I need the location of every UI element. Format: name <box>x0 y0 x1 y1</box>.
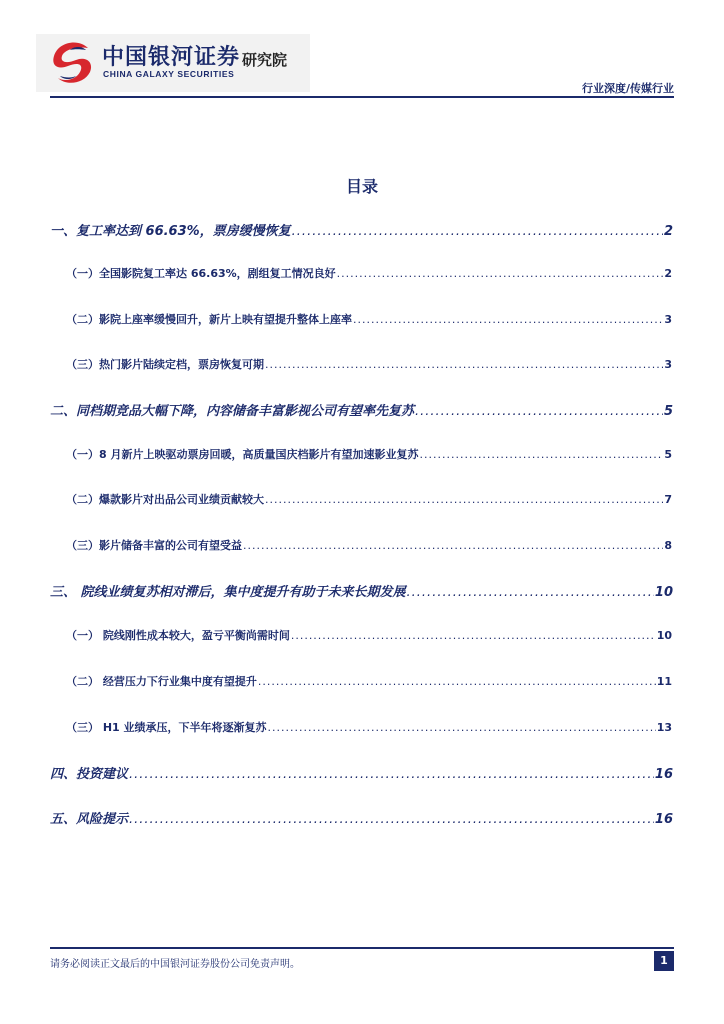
report-type-label: 行业深度/传媒行业 <box>581 82 674 95</box>
toc-entry-2-1[interactable] <box>66 446 672 466</box>
toc-leader-dots <box>265 493 663 506</box>
toc-entry-text: 五、风险提示 <box>50 812 129 827</box>
toc-entry-3[interactable] <box>50 581 673 601</box>
toc-entry-page: 16 <box>654 812 673 827</box>
toc-entry-1[interactable] <box>50 220 673 240</box>
header-divider <box>50 96 674 98</box>
toc-entry-text: 三、 院线业绩复苏相对滞后，集中度提升有助于未来长期发展 <box>50 585 406 600</box>
toc-entry-text: （一） 院线刚性成本较大，盈亏平衡尚需时间 <box>66 629 290 642</box>
galaxy-logo-icon <box>48 40 96 86</box>
toc-leader-dots <box>265 358 663 371</box>
toc-entry-2[interactable] <box>50 400 673 420</box>
toc-entry-text: （二） 经营压力下行业集中度有望提升 <box>66 675 257 688</box>
toc-entry-3-2[interactable] <box>66 673 672 693</box>
logo-chinese-name: 中国银河证券 <box>102 45 241 70</box>
toc-leader-dots <box>268 721 656 734</box>
toc-entry-text: （一）8 月新片上映驱动票房回暖，高质量国庆档影片有望加速影业复苏 <box>66 448 419 461</box>
toc-leader-dots <box>258 675 656 688</box>
toc-entry-text: （一）全国影院复工率达 66.63%，剧组复工情况良好 <box>66 267 336 280</box>
company-logo <box>36 34 310 92</box>
toc-entry-page: 7 <box>664 493 672 506</box>
toc-leader-dots <box>291 629 656 642</box>
toc-entry-page: 10 <box>654 585 673 600</box>
toc-entry-text: 一、复工率达到 66.63%，票房缓慢恢复 <box>50 224 291 239</box>
toc-entry-4[interactable] <box>50 763 673 783</box>
toc-entry-2-3[interactable] <box>66 537 672 557</box>
footer-divider <box>50 947 674 949</box>
toc-leader-dots <box>337 267 664 280</box>
logo-english-name: CHINA GALAXY SECURITIES <box>103 69 235 79</box>
toc-entry-page: 2 <box>663 224 673 239</box>
toc-leader-dots <box>243 539 663 552</box>
toc-entry-text: （三）影片储备丰富的公司有望受益 <box>66 539 242 552</box>
toc-leader-dots <box>129 812 654 827</box>
toc-entry-3-3[interactable] <box>66 719 672 739</box>
toc-entry-page: 2 <box>664 267 672 280</box>
toc-entry-page: 8 <box>664 539 672 552</box>
logo-institute-name: 研究院 <box>242 51 288 69</box>
toc-entry-page: 5 <box>663 404 673 419</box>
toc-entry-3-1[interactable] <box>66 627 672 647</box>
toc-leader-dots <box>419 448 663 461</box>
toc-entry-text: （二）爆款影片对出品公司业绩贡献较大 <box>66 493 264 506</box>
toc-entry-1-3[interactable] <box>66 356 672 376</box>
toc-entry-page: 3 <box>664 313 672 326</box>
toc-entry-page: 11 <box>656 675 672 688</box>
toc-leader-dots <box>353 313 663 326</box>
toc-entry-2-2[interactable] <box>66 491 672 511</box>
toc-entry-1-1[interactable] <box>66 265 672 285</box>
toc-leader-dots <box>292 224 663 239</box>
toc-entry-page: 13 <box>656 721 672 734</box>
toc-title: 目录 <box>345 177 378 196</box>
toc-entry-text: （三） H1 业绩承压，下半年将逐渐复苏 <box>66 721 267 734</box>
toc-entry-page: 5 <box>664 448 672 461</box>
toc-entry-5[interactable] <box>50 808 673 828</box>
toc-entry-text: 四、投资建议 <box>50 767 129 782</box>
toc-leader-dots <box>129 767 654 782</box>
footer-disclaimer: 请务必阅读正文最后的中国银河证券股份公司免责声明。 <box>50 959 300 970</box>
toc-entry-text: （三）热门影片陆续定档，票房恢复可期 <box>66 358 264 371</box>
toc-entry-1-2[interactable] <box>66 311 672 331</box>
page-number-badge: 1 <box>654 951 674 971</box>
toc-entry-page: 10 <box>656 629 672 642</box>
toc-leader-dots <box>407 585 654 600</box>
toc-entry-text: 二、同档期竞品大幅下降，内容储备丰富影视公司有望率先复苏 <box>50 404 415 419</box>
toc-entry-page: 16 <box>654 767 673 782</box>
toc-leader-dots <box>415 404 663 419</box>
page-header <box>0 0 724 100</box>
toc-entry-page: 3 <box>664 358 672 371</box>
toc-entry-text: （二）影院上座率缓慢回升，新片上映有望提升整体上座率 <box>66 313 352 326</box>
